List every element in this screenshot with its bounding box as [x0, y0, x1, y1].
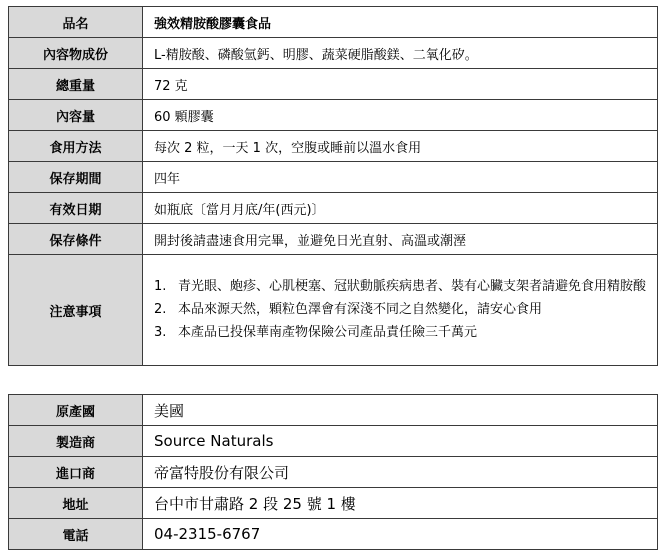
list-item: [154, 277, 649, 297]
table-row: [9, 193, 658, 224]
origin-info-table: [8, 394, 658, 550]
row-label: 保存條件: [9, 224, 143, 255]
row-label: 進口商: [9, 457, 143, 488]
notes-cell: [143, 255, 658, 366]
content-amount-value: 60 顆膠囊: [143, 100, 658, 131]
table-row: [9, 69, 658, 100]
table-row: [9, 395, 658, 426]
row-label: 製造商: [9, 426, 143, 457]
row-label: 地址: [9, 488, 143, 519]
row-label: 總重量: [9, 69, 143, 100]
notes-row: [9, 255, 658, 366]
table-row: [9, 131, 658, 162]
list-number: 3.: [154, 325, 167, 340]
table-row: [9, 224, 658, 255]
table-row: [9, 100, 658, 131]
row-label: 有效日期: [9, 193, 143, 224]
expiry-value: 如瓶底〔當月月底/年(西元)〕: [143, 193, 658, 224]
table-row: [9, 457, 658, 488]
storage-value: 開封後請盡速食用完畢，並避免日光直射、高溫或潮溼: [143, 224, 658, 255]
list-text: 本產品已投保華南產物保險公司產品責任險三千萬元: [178, 325, 478, 340]
table-row: [9, 162, 658, 193]
shelf-life-value: 四年: [143, 162, 658, 193]
table-row: [9, 426, 658, 457]
list-item: [154, 300, 649, 320]
row-label: 電話: [9, 519, 143, 550]
address-value: 台中市甘肅路 2 段 25 號 1 樓: [143, 488, 658, 519]
importer-value: 帝富特股份有限公司: [143, 457, 658, 488]
list-text: 本品來源天然，顆粒色澤會有深淺不同之自然變化，請安心食用: [178, 302, 543, 317]
row-label: 內容量: [9, 100, 143, 131]
ingredients-value: L-精胺酸、磷酸氫鈣、明膠、蔬菜硬脂酸鎂、二氧化矽。: [143, 38, 658, 69]
list-text: 青光眼、皰疹、心肌梗塞、冠狀動脈疾病患者、裝有心臟支架者請避免食用精胺酸: [178, 279, 647, 294]
table-row: [9, 38, 658, 69]
list-number: 2.: [154, 302, 167, 317]
table-row: [9, 519, 658, 550]
list-item: [154, 323, 649, 343]
notes-label: 注意事項: [9, 255, 143, 366]
manufacturer-value: Source Naturals: [143, 426, 658, 457]
row-label: 原產國: [9, 395, 143, 426]
notes-list: [154, 270, 657, 350]
row-label: 品名: [9, 7, 143, 38]
product-info-table: [8, 6, 658, 366]
total-weight-value: 72 克: [143, 69, 658, 100]
product-name-value: 強效精胺酸膠囊食品: [143, 7, 658, 38]
table-row: [9, 488, 658, 519]
row-label: 保存期間: [9, 162, 143, 193]
row-label: 食用方法: [9, 131, 143, 162]
table-row: [9, 7, 658, 38]
list-number: 1.: [154, 279, 167, 294]
usage-value: 每次 2 粒，一天 1 次，空腹或睡前以溫水食用: [143, 131, 658, 162]
origin-country-value: 美國: [143, 395, 658, 426]
row-label: 內容物成份: [9, 38, 143, 69]
phone-value: 04-2315-6767: [143, 519, 658, 550]
